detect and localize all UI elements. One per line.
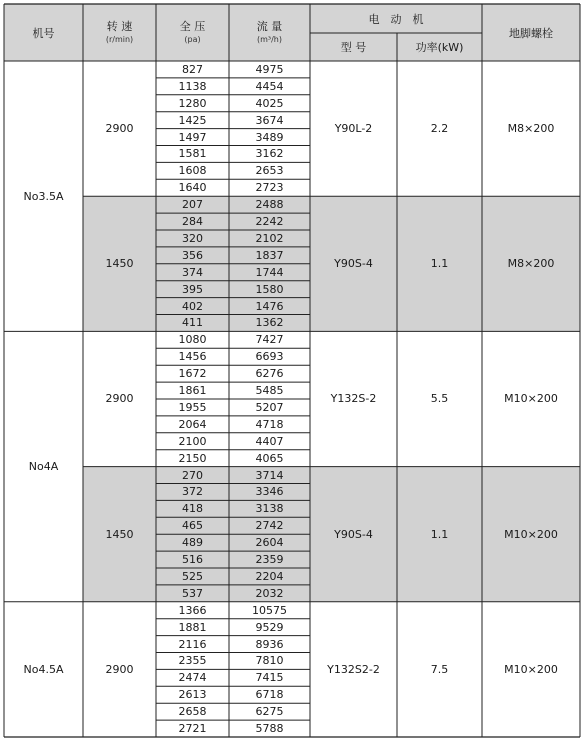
fan-model-cell: No4.5A <box>23 662 64 676</box>
pressure-cell: 374 <box>182 265 203 279</box>
pressure-cell: 1640 <box>178 181 207 195</box>
flow-cell: 4407 <box>255 434 284 448</box>
header-motor: 电 动 机 <box>368 12 424 26</box>
header-motor-type: 型 号 <box>340 41 367 54</box>
flow-cell: 5207 <box>255 400 284 414</box>
motor-power-cell: 5.5 <box>430 392 449 406</box>
pressure-cell: 1881 <box>178 620 207 634</box>
flow-cell: 6276 <box>255 367 284 381</box>
pressure-cell: 465 <box>182 519 203 533</box>
pressure-cell: 1861 <box>178 384 207 398</box>
anchor-bolt-cell: M10×200 <box>504 662 558 676</box>
pressure-cell: 1608 <box>178 164 207 178</box>
flow-cell: 4065 <box>255 451 284 465</box>
flow-cell: 1362 <box>255 316 284 330</box>
flow-cell: 4025 <box>255 96 284 110</box>
pressure-cell: 2100 <box>178 434 207 448</box>
pressure-cell: 516 <box>182 553 203 567</box>
flow-cell: 3674 <box>255 113 284 127</box>
flow-cell: 3346 <box>255 485 284 499</box>
flow-cell: 3489 <box>255 130 284 144</box>
motor-model-cell: Y90L-2 <box>334 122 373 136</box>
flow-cell: 4718 <box>255 417 284 431</box>
flow-cell: 1744 <box>255 265 284 279</box>
motor-model-cell: Y132S-2 <box>330 392 377 406</box>
flow-cell: 6693 <box>255 350 284 364</box>
pressure-cell: 1456 <box>178 350 207 364</box>
motor-model-cell: Y90S-4 <box>334 527 373 541</box>
speed-cell: 2900 <box>105 662 134 676</box>
flow-cell: 6718 <box>255 688 284 702</box>
header-flow-unit: (m³/h) <box>256 34 282 44</box>
anchor-bolt-cell: M8×200 <box>507 122 555 136</box>
pressure-cell: 1425 <box>178 113 207 127</box>
header-speed <box>83 4 156 61</box>
pressure-cell: 356 <box>182 248 203 262</box>
pressure-cell: 827 <box>182 62 203 76</box>
header-flow <box>229 4 310 61</box>
flow-cell: 2032 <box>255 586 284 600</box>
pressure-cell: 1581 <box>178 147 207 161</box>
speed-cell: 2900 <box>105 122 134 136</box>
header-pressure-unit: (pa) <box>184 34 201 44</box>
pressure-cell: 2064 <box>178 417 207 431</box>
speed-cell: 1450 <box>105 527 134 541</box>
pressure-cell: 284 <box>182 215 203 229</box>
flow-cell: 6275 <box>255 705 284 719</box>
flow-cell: 2488 <box>255 198 284 212</box>
header-flow-label: 流 量 <box>256 19 283 33</box>
pressure-cell: 1080 <box>178 333 207 347</box>
motor-power-cell: 1.1 <box>430 257 449 271</box>
flow-cell: 2742 <box>255 519 284 533</box>
pressure-cell: 411 <box>182 316 203 330</box>
pressure-cell: 1672 <box>178 367 207 381</box>
motor-model-cell: Y90S-4 <box>334 257 373 271</box>
pressure-cell: 2150 <box>178 451 207 465</box>
flow-cell: 2102 <box>255 231 284 245</box>
motor-power-cell: 2.2 <box>430 122 449 136</box>
header-speed-label: 转 速 <box>106 19 133 33</box>
flow-cell: 3162 <box>255 147 284 161</box>
fan-model-cell: No3.5A <box>23 189 64 203</box>
header-motor-power: 功率(kW) <box>415 41 464 54</box>
header-pressure <box>156 4 229 61</box>
pressure-cell: 395 <box>182 282 203 296</box>
pressure-cell: 537 <box>182 586 203 600</box>
flow-cell: 9529 <box>255 620 284 634</box>
header-pressure-label: 全 压 <box>179 19 206 33</box>
pressure-cell: 270 <box>182 468 203 482</box>
flow-cell: 10575 <box>252 603 287 617</box>
pressure-cell: 525 <box>182 569 203 583</box>
pressure-cell: 402 <box>182 299 203 313</box>
pressure-cell: 372 <box>182 485 203 499</box>
motor-power-cell: 1.1 <box>430 527 449 541</box>
fan-model-cell: No4A <box>28 460 59 474</box>
pressure-cell: 207 <box>182 198 203 212</box>
flow-cell: 5485 <box>255 384 284 398</box>
flow-cell: 2604 <box>255 536 284 550</box>
header-speed-unit: (r/min) <box>105 34 134 44</box>
flow-cell: 2723 <box>255 181 284 195</box>
flow-cell: 1476 <box>255 299 284 313</box>
pressure-cell: 1955 <box>178 400 207 414</box>
flow-cell: 2653 <box>255 164 284 178</box>
pressure-cell: 2613 <box>178 688 207 702</box>
motor-power-cell: 7.5 <box>430 662 449 676</box>
flow-cell: 3138 <box>255 502 284 516</box>
motor-model-cell: Y132S2-2 <box>327 662 380 676</box>
pressure-cell: 2474 <box>178 671 207 685</box>
flow-cell: 4975 <box>255 62 284 76</box>
pressure-cell: 418 <box>182 502 203 516</box>
pressure-cell: 2721 <box>178 722 207 736</box>
pressure-cell: 1497 <box>178 130 207 144</box>
anchor-bolt-cell: M10×200 <box>504 527 558 541</box>
header-model: 机号 <box>32 26 55 40</box>
pressure-cell: 2355 <box>178 654 207 668</box>
anchor-bolt-cell: M10×200 <box>504 392 558 406</box>
flow-cell: 5788 <box>255 722 284 736</box>
flow-cell: 3714 <box>255 468 284 482</box>
anchor-bolt-cell: M8×200 <box>507 257 555 271</box>
pressure-cell: 1366 <box>178 603 207 617</box>
speed-cell: 2900 <box>105 392 134 406</box>
flow-cell: 4454 <box>255 79 284 93</box>
pressure-cell: 489 <box>182 536 203 550</box>
flow-cell: 1837 <box>255 248 284 262</box>
flow-cell: 2359 <box>255 553 284 567</box>
pressure-cell: 1138 <box>178 79 207 93</box>
flow-cell: 2242 <box>255 215 284 229</box>
flow-cell: 1580 <box>255 282 284 296</box>
flow-cell: 2204 <box>255 569 284 583</box>
header-bolt: 地脚螺栓 <box>509 26 553 40</box>
pressure-cell: 1280 <box>178 96 207 110</box>
flow-cell: 7427 <box>255 333 284 347</box>
flow-cell: 7810 <box>255 654 284 668</box>
flow-cell: 8936 <box>255 637 284 651</box>
flow-cell: 7415 <box>255 671 284 685</box>
pressure-cell: 2658 <box>178 705 207 719</box>
pressure-cell: 2116 <box>178 637 207 651</box>
pressure-cell: 320 <box>182 231 203 245</box>
speed-cell: 1450 <box>105 257 134 271</box>
